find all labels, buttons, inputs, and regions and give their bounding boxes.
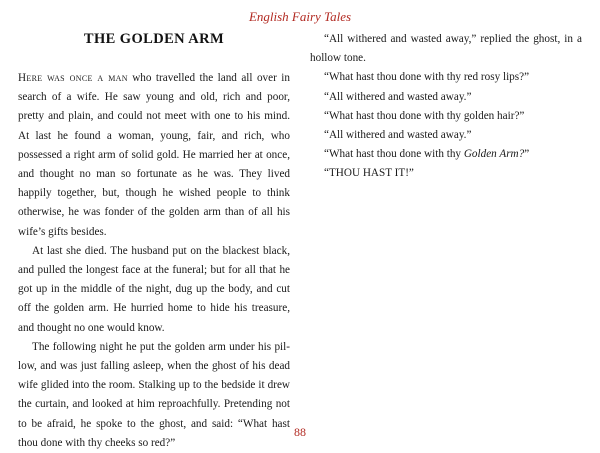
right-column <box>310 30 582 184</box>
opening-small-caps: Here was once a man <box>18 72 128 84</box>
dialogue-line-5: “All withered and wasted away.” <box>324 129 472 142</box>
golden-arm-italic: Golden Arm? <box>463 148 525 161</box>
left-column <box>18 30 290 453</box>
paragraph-3: The following night he put the golden arm under his pillow, and was just falling asleep, when the ghost of his dead wife glided into the room. Stalking up to the bedside it drew the curtain, and looked at him reproachfully. Pretending not to be afraid, he spoke to the ghost, and said: “What hast thou done with thy cheeks so red?” <box>18 340 290 449</box>
paragraph-2: At last she died. The husband put on the blackest black, and pulled the longest face at the funeral; but for all that he got up in the middle of the night, dug up the body, and cut off the golden arm. He hurried home to hide his treasure, and thought no one would know. <box>18 244 290 334</box>
dialogue-line-6-start: “What hast thou done with thy <box>324 148 464 161</box>
paragraph-1 <box>18 69 290 242</box>
dialogue-line-6 <box>310 145 582 164</box>
running-head: English Fairy Tales <box>248 9 352 24</box>
dialogue-line-1: “All withered and wasted away,” replied the ghost, in a hollow tone. <box>310 33 582 65</box>
chapter-title: THE GOLDEN ARM <box>83 31 225 47</box>
page-number: 88 <box>294 425 306 439</box>
dialogue-line-6-end: ” <box>524 148 530 161</box>
dialogue-line-4: “What hast thou done with thy golden hair?” <box>324 109 525 122</box>
dialogue-line-2: “What hast thou done with thy red rosy lips?” <box>324 71 530 84</box>
dialogue-line-7: “THOU HAST IT!” <box>324 167 414 180</box>
dialogue-line-3: “All withered and wasted away.” <box>324 90 472 103</box>
paragraph-1-text: who travelled the land all over in search of a wife. He saw young and old, rich and poor, pretty and plain, and could not meet with one to his mind. At last he found a woman, young, fair, and rich, who possessed a right arm of solid gold. He married her at once, and thought no man so fortunate as he was. They lived happily together, but, though he wished people to think otherwise, he was fonder of the golden arm than of all his wife’s gifts besides. <box>18 72 290 238</box>
